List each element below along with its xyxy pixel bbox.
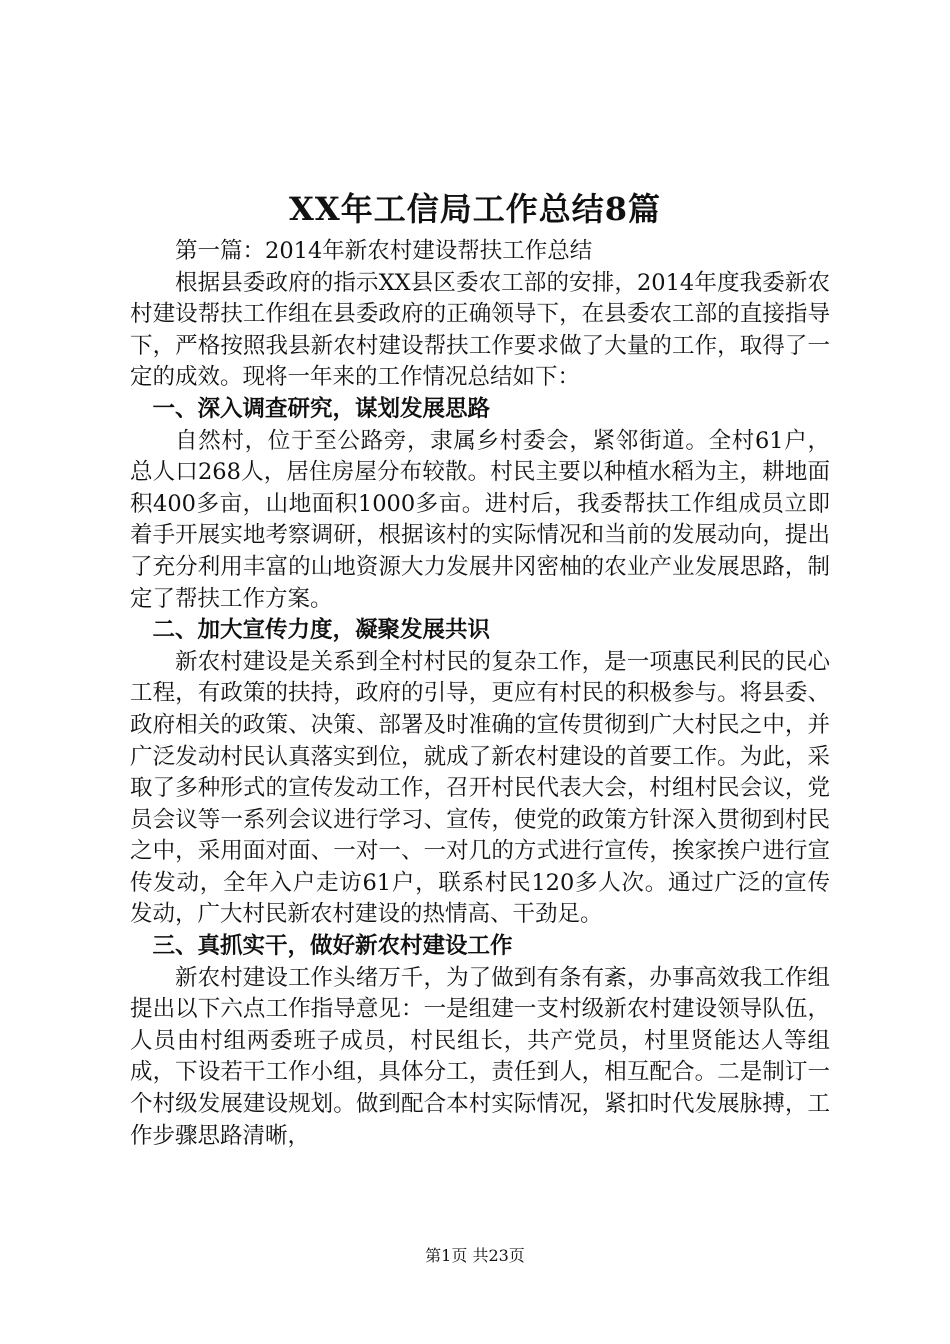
- section-heading: 二、加大宣传力度，凝聚发展共识: [152, 617, 491, 644]
- intro-paragraph: 根据县委政府的指示XX县区委农工部的安排，2014年度我委新农村建设帮扶工作组在县委政府的正确领导下，在县委农工部的直接指导下，严格按照我县新农村建设帮扶工作要求做了大量的工作，取得了一定的成效。现将一年来的工作情况总结如下：: [130, 269, 830, 391]
- section-heading: 三、真抓实干，做好新农村建设工作: [152, 933, 513, 960]
- section-paragraph: 新农村建设工作头绪万千，为了做到有条有紊，办事高效我工作组提出以下六点工作指导意见：一是组建一支村级新农村建设领导队伍，人员由村组两委班子成员，村民组长，共产党员，村里贤能达人等组成，下设若干工作小组，具体分工，责任到人，相互配合。二是制订一个村级发展建设规划。做到配合本村实际情况，紧扣时代发展脉搏，工作步骤思路清晰，: [130, 964, 830, 1149]
- section-paragraph: 新农村建设是关系到全村村民的复杂工作，是一项惠民利民的民心工程，有政策的扶持，政府的引导，更应有村民的积极参与。将县委、政府相关的政策、决策、部署及时准确的宣传贯彻到广大村民之中，并广泛发动村民认真落实到位，就成了新农村建设的首要工作。为此，采取了多种形式的宣传发动工作，召开村民代表大会，村组村民会议，党员会议等一系列会议进行学习、宣传，使党的政策方针深入贯彻到村民之中，采用面对面、一对一、一对几的方式进行宣传，挨家挨户进行宣传发动，全年入户走访61户，联系村民120多人次。通过广泛的宣传发动，广大村民新农村建设的热情高、干劲足。: [130, 648, 830, 928]
- chapter-subtitle: 第一篇：2014年新农村建设帮扶工作总结: [175, 238, 593, 264]
- section-paragraph: 自然村，位于至公路旁，隶属乡村委会，紧邻街道。全村61户，总人口268人，居住房屋分布较散。村民主要以种植水稻为主，耕地面积400多亩，山地面积1000多亩。进村后，我委帮扶工作组成员立即着手开展实地考察调研，根据该村的实际情况和当前的发展动向，提出了充分利用丰富的山地资源大力发展井冈密柚的农业产业发展思路，制定了帮扶工作方案。: [130, 427, 830, 612]
- page-number: 第1页 共23页: [425, 1246, 525, 1265]
- document-title: XX年工信局工作总结8篇: [289, 190, 661, 228]
- section-heading: 一、深入调查研究，谋划发展思路: [152, 395, 491, 422]
- document-body: [130, 236, 830, 1152]
